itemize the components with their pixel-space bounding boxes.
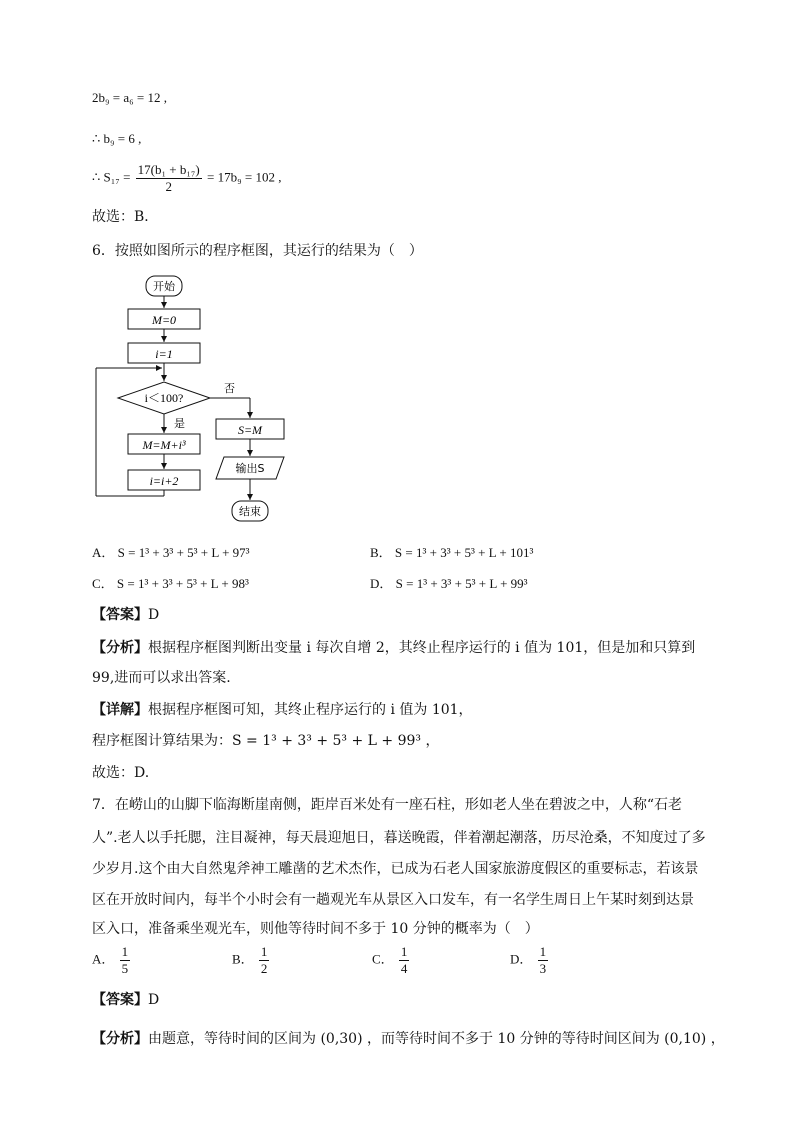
detail-text-1: 根据程序框图可知，其终止程序运行的 i 值为 101， [148, 702, 473, 718]
option-d-num: 1 [539, 944, 547, 959]
analysis-text-1: 由题意，等待时间的区间为 (0,30) ，而等待时间不多于 10 分钟的等待时间区间为 (0,10) ， [148, 1031, 725, 1047]
option-a-label: A． [92, 951, 115, 967]
yes-label: 是 [174, 417, 185, 430]
output-label: 输出S [235, 462, 265, 475]
q7-stem-line-4: 区在开放时间内，每半个小时会有一趟观光车从景区入口发车，有一名学生周日上午某时刻到达景 [92, 892, 694, 908]
q6-choice: 故选：D. [92, 765, 150, 781]
q6-analysis [92, 637, 695, 657]
option-a-num: 1 [121, 944, 129, 959]
q7-analysis [92, 1028, 725, 1048]
sum-fraction-denominator: 2 [165, 179, 172, 194]
q7-stem-line-2: 人”.老人以手托腮，注目凝神，每天晨迎旭日，暮送晚霞，伴着潮起潮落，历尽沧桑，不知度过了多 [92, 830, 706, 846]
detail-tag: 【详解】 [92, 702, 148, 718]
q7-option-d [510, 944, 550, 977]
init-m-label: M=0 [151, 313, 177, 327]
q6-option-b: B． S = 1³ + 3³ + 5³ + L + 101³ [370, 545, 534, 560]
option-c-num: 1 [400, 944, 408, 959]
answer-value: D [148, 607, 160, 623]
flowchart [90, 268, 310, 530]
option-b-den: 2 [260, 961, 268, 976]
option-c-fraction [399, 944, 410, 977]
update-m-label: M=M+i³ [142, 438, 186, 452]
analysis-text-1: 根据程序框图判断出变量 i 每次自增 2，其终止程序运行的 i 值为 101，但是加和只算到 [148, 640, 696, 656]
sum-lhs: ∴ S₁₇ = [92, 169, 131, 185]
solution-line-1: 2b₉ = a₆ = 12 , [92, 90, 167, 105]
answer-tag: 【答案】 [92, 992, 148, 1008]
option-d-label: D． [510, 951, 533, 967]
update-i-label: i=i+2 [149, 474, 179, 488]
q6-detail [92, 699, 473, 719]
q5-choice: 故选：B． [92, 209, 159, 225]
option-b-num: 1 [260, 944, 268, 959]
q6-analysis-line-2: 99,进而可以求出答案. [92, 670, 231, 686]
sum-rhs: = 17b₉ = 102 , [207, 169, 282, 185]
q6-option-c: C． S = 1³ + 3³ + 5³ + L + 98³ [92, 576, 249, 591]
q7-option-a [92, 944, 132, 977]
answer-value: D [148, 992, 160, 1008]
q7-stem-line-3: 少岁月.这个由大自然鬼斧神工雕凿的艺术杰作，已成为石老人国家旅游度假区的重要标志，若该景 [92, 861, 699, 877]
option-b-fraction [259, 944, 270, 977]
q7-option-c [372, 944, 411, 977]
q7-stem-line-5: 区入口，准备乘坐观光车，则他等待时间不多于 10 分钟的概率为（ ） [92, 921, 539, 937]
q6-detail-line-2: 程序框图计算结果为：S = 1³ + 3³ + 5³ + L + 99³ ， [92, 733, 440, 749]
sum-fraction [136, 162, 202, 195]
q6-stem: 6．按照如图所示的程序框图，其运行的结果为（ ） [92, 243, 423, 259]
assign-label: S=M [237, 423, 263, 437]
option-d-fraction [538, 944, 549, 977]
no-label: 否 [224, 382, 235, 395]
option-a-fraction [120, 944, 131, 977]
q7-option-b [232, 944, 271, 977]
end-label: 结束 [239, 505, 261, 518]
option-a-den: 5 [121, 961, 129, 976]
option-d-den: 3 [539, 961, 547, 976]
condition-label: i＜100? [144, 391, 184, 405]
sum-fraction-numerator: 17(b₁ + b₁₇) [137, 162, 200, 177]
option-c-label: C． [372, 951, 394, 967]
solution-line-2: ∴ b₉ = 6 , [92, 131, 142, 146]
init-i-label: i=1 [155, 347, 173, 361]
option-c-den: 4 [400, 961, 408, 976]
q7-stem-line-1: 7．在崂山的山脚下临海断崖南侧，距岸百米处有一座石柱，形如老人坐在碧波之中，人称“石老 [92, 797, 683, 813]
analysis-tag: 【分析】 [92, 640, 148, 656]
analysis-tag: 【分析】 [92, 1031, 148, 1047]
q6-option-d: D． S = 1³ + 3³ + 5³ + L + 99³ [370, 576, 528, 591]
solution-line-3 [92, 162, 281, 195]
start-label: 开始 [153, 280, 175, 293]
answer-tag: 【答案】 [92, 607, 148, 623]
q6-answer [92, 604, 159, 624]
q7-answer [92, 989, 159, 1009]
option-b-label: B． [232, 951, 254, 967]
q6-option-a: A． S = 1³ + 3³ + 5³ + L + 97³ [92, 545, 250, 560]
